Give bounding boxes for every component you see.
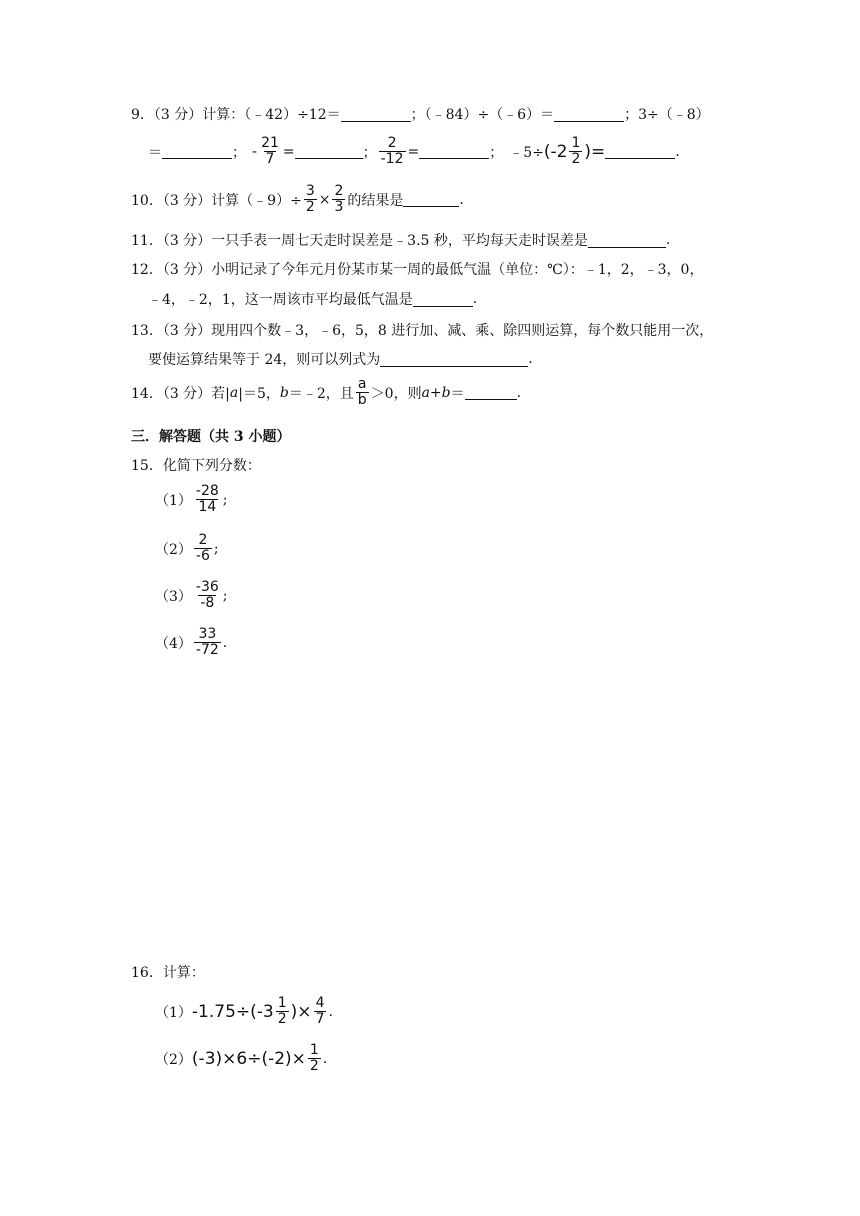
q15-title-text: 15．化简下列分数： (131, 458, 261, 474)
q9-blank-2 (554, 107, 624, 122)
q10-fraction-2-den: 3 (334, 199, 344, 215)
q15-item-3-end: ; (222, 587, 228, 604)
q16-item-2-fraction (308, 1043, 321, 1074)
q15-item-3-fraction (194, 580, 221, 611)
q14-var-a: a (229, 384, 239, 401)
q9-fraction-2 (379, 136, 406, 167)
q14-part4: ＝ (450, 385, 465, 402)
q16-item-1-mixed-fraction (276, 996, 289, 1027)
q15-title (131, 455, 261, 475)
q14-head: 14．（3 分）若| (131, 385, 230, 402)
q9-eq-start: ＝ (148, 144, 162, 161)
q9-head: 9．（3 分）计算：（﹣42）÷12＝ (131, 107, 341, 123)
q16-item-1-num: 4 (315, 995, 325, 1011)
q9-blank-5 (419, 144, 489, 159)
q16-item-1-mixed-den: 2 (277, 1011, 287, 1027)
q15-item-1-end: ; (222, 491, 228, 508)
q11-text: 11．（3 分）一只手表一周七天走时误差是﹣3.5 秒，平均每天走时误差是 (131, 233, 588, 249)
q15-item-2-num: 2 (198, 532, 208, 548)
q10-fraction-2-num: 2 (334, 183, 344, 199)
q9-eq-2: = (407, 143, 420, 160)
q15-item-2-end: ; (213, 540, 219, 557)
q16-item-2-num: 1 (309, 1042, 319, 1058)
q9-fraction-2-den: -12 (380, 151, 404, 167)
q9-sep-2: ； (362, 144, 377, 161)
q10-times: × (318, 191, 331, 208)
q14-part2: ＝﹣2，且 (288, 385, 354, 402)
q14-var-ab: a+b (421, 384, 451, 401)
q12-line-1 (131, 259, 703, 279)
q14-blank (465, 385, 517, 400)
q15-item-2 (155, 533, 219, 564)
q16-item-1-den: 7 (315, 1011, 325, 1027)
q10-tail: 的结果是 (347, 192, 404, 209)
q15-item-4-num: 33 (198, 626, 217, 642)
q9-blank-4 (295, 144, 363, 159)
q16-item-2-den: 2 (309, 1058, 319, 1074)
q9-blank-1 (341, 107, 411, 122)
q16-item-1-mixed-close: )× (290, 1001, 312, 1022)
q16-title-text: 16．计算： (131, 965, 205, 981)
q13-text-1: 13．（3 分）现用四个数﹣3，﹣6，5，8 进行加、减、乘、除四则运算，每个数只能用一次， (131, 323, 714, 339)
q9-part3: ；3÷（﹣8） (624, 107, 710, 123)
q16-item-1-end: . (328, 1003, 333, 1020)
q13-end: . (528, 351, 533, 367)
q14-fraction-den: b (357, 392, 367, 408)
q11-end: . (665, 232, 671, 248)
q13-blank (380, 352, 528, 367)
q10-fraction-1-num: 3 (305, 183, 315, 199)
q15-item-3-label: （3） (155, 588, 192, 605)
q14-end: . (516, 384, 522, 401)
q15-item-2-den: -6 (195, 548, 210, 564)
q10-fraction-2 (332, 184, 345, 215)
q15-item-1 (155, 484, 228, 515)
q16-item-2-expr: (-3)×6÷(-2)× (191, 1048, 306, 1069)
q15-item-3-den: -8 (200, 595, 215, 611)
q16-item-1-mixed-open: (-3 (250, 1001, 274, 1022)
q15-item-2-fraction (194, 533, 212, 564)
q14-part1: |＝5， (238, 385, 280, 402)
q11-line (131, 230, 670, 250)
q16-item-1-label: （1） (155, 1004, 192, 1021)
q9-eq-1: = (282, 143, 295, 160)
q9-neg-sign: - (252, 143, 258, 160)
q9-mixed-open: (-2 (543, 141, 568, 162)
q9-mixed-num: 1 (571, 135, 581, 151)
q15-item-4-den: -72 (195, 642, 219, 658)
q9-end: . (675, 143, 680, 160)
q13-text-2: 要使运算结果等于 24，则可以列式为 (148, 352, 381, 368)
q9-line-1 (131, 104, 710, 124)
q12-line-2 (148, 289, 477, 309)
q16-item-1-fraction (314, 996, 327, 1027)
q9-sep-3: ； (489, 144, 504, 161)
q12-end: . (472, 291, 478, 307)
q9-part2: ；（﹣84）÷（﹣6）＝ (410, 107, 555, 123)
q10-line (131, 184, 464, 215)
q9-blank-3 (162, 144, 232, 159)
q15-item-2-label: （2） (155, 541, 192, 558)
q9-mixed-close: )= (584, 141, 606, 162)
q15-item-3-num: -36 (195, 579, 219, 595)
q10-fraction-1-den: 2 (305, 199, 315, 215)
q15-item-3 (155, 580, 228, 611)
q14-fraction (356, 377, 369, 408)
q14-line (131, 377, 521, 408)
q15-item-4 (155, 627, 227, 658)
section-3-title-text: 三．解答题（共 3 小题） (131, 429, 291, 445)
q9-fraction-2-num: 2 (387, 135, 397, 151)
q16-item-2 (155, 1043, 327, 1074)
q14-var-b: b (279, 384, 289, 401)
q16-item-1-mixed-num: 1 (277, 995, 287, 1011)
q15-item-4-fraction (194, 627, 221, 658)
q9-line-2 (148, 136, 680, 167)
q14-fraction-num: a (357, 376, 367, 392)
q9-fraction-1-den: 7 (265, 151, 275, 167)
q16-item-2-end: . (322, 1050, 328, 1067)
q9-fraction-1 (259, 136, 281, 167)
q15-item-1-den: 14 (198, 499, 217, 515)
q9-mixed-den: 2 (571, 151, 581, 167)
section-3-title (131, 426, 291, 446)
q15-item-1-num: -28 (195, 483, 219, 499)
q13-line-1 (131, 320, 713, 340)
q15-item-4-label: （4） (155, 635, 192, 652)
q9-mixed-fraction (569, 136, 582, 167)
q9-fraction-1-num: 21 (261, 135, 279, 151)
q13-line-2 (148, 349, 533, 369)
q10-end: . (459, 191, 464, 208)
q12-text-2: ﹣4，﹣2，1，这一周该市平均最低气温是 (148, 292, 413, 308)
q10-head: 10．（3 分）计算（﹣9）÷ (131, 192, 302, 209)
q12-blank (413, 292, 473, 307)
q16-item-1 (155, 996, 333, 1027)
q15-item-1-fraction (194, 484, 221, 515)
q10-fraction-1 (304, 184, 317, 215)
q9-sep-1: ； (232, 144, 246, 161)
q9-blank-6 (605, 144, 675, 159)
q9-part4: ﹣5÷ (509, 144, 544, 161)
q16-item-2-label: （2） (155, 1051, 192, 1068)
q16-title (131, 962, 205, 982)
q15-item-4-end: . (222, 634, 228, 651)
q15-item-1-label: （1） (155, 492, 192, 509)
q16-item-1-expr: -1.75÷ (191, 1001, 251, 1022)
q14-part3: ＞0，则 (370, 385, 422, 402)
q12-text-1: 12．（3 分）小明记录了今年元月份某市某一周的最低气温（单位：℃）：﹣1，2，﹣3，0， (131, 262, 704, 278)
q10-blank (403, 192, 459, 207)
q11-blank (588, 233, 666, 248)
